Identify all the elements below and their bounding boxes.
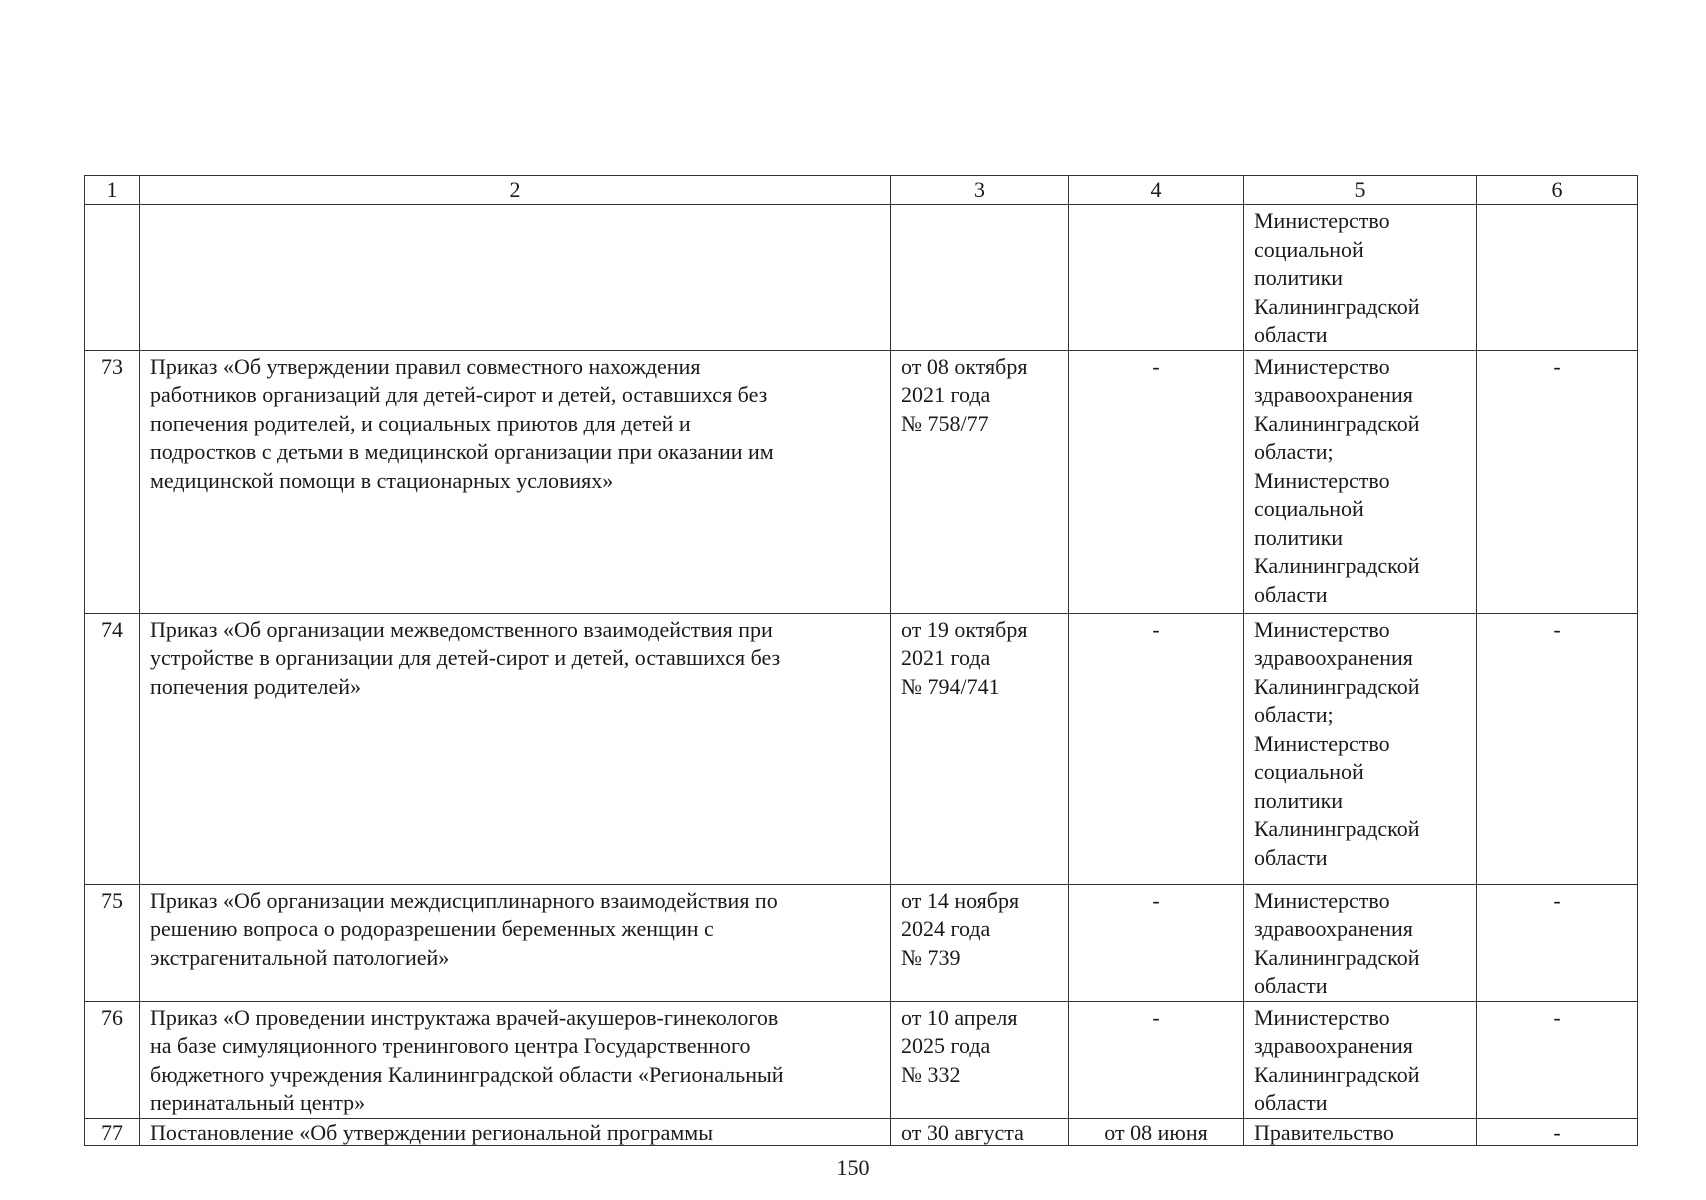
row-number bbox=[85, 205, 140, 351]
act-organization: Министерство здравоохранения Калининградской области; Министерство социальной политики Калининградской области bbox=[1244, 613, 1477, 884]
act-title: Приказ «Об организации межведомственного взаимодействия при устройстве в организации для детей-сирот и детей, оставшихся без попечения родителей» bbox=[140, 613, 891, 884]
act-note: - bbox=[1477, 1001, 1638, 1118]
act-title: Постановление «Об утверждении региональной программы bbox=[140, 1118, 891, 1145]
act-organization: Министерство здравоохранения Калининградской области bbox=[1244, 1001, 1477, 1118]
act-title: Приказ «Об организации междисциплинарного взаимодействия по решению вопроса о родоразрешении беременных женщин с экстрагенитальной патологией» bbox=[140, 884, 891, 1001]
act-date: от 19 октября 2021 года № 794/741 bbox=[891, 613, 1069, 884]
header-cell-4: 4 bbox=[1069, 176, 1244, 205]
table-row bbox=[85, 884, 1638, 1001]
legal-acts-table bbox=[84, 175, 1638, 1146]
act-organization: Правительство bbox=[1244, 1118, 1477, 1145]
act-note: - bbox=[1477, 350, 1638, 613]
act-amendment: - bbox=[1069, 1001, 1244, 1118]
act-date: от 30 августа bbox=[891, 1118, 1069, 1145]
act-amendment bbox=[1069, 205, 1244, 351]
header-cell-2: 2 bbox=[140, 176, 891, 205]
page-number: 150 bbox=[836, 1155, 870, 1180]
act-organization: Министерство здравоохранения Калининградской области bbox=[1244, 884, 1477, 1001]
header-cell-6: 6 bbox=[1477, 176, 1638, 205]
table-row bbox=[85, 613, 1638, 884]
act-organization: Министерство здравоохранения Калининградской области; Министерство социальной политики Калининградской области bbox=[1244, 350, 1477, 613]
table-row bbox=[85, 1118, 1638, 1145]
act-title: Приказ «О проведении инструктажа врачей-акушеров-гинекологов на базе симуляционного тренингового центра Государственного бюджетного учреждения Калининградской области «Региональный перинатальный центр» bbox=[140, 1001, 891, 1118]
act-title: Приказ «Об утверждении правил совместного нахождения работников организаций для детей-сирот и детей, оставшихся без попечения родителей, и социальных приютов для детей и подростков с детьми в медицинской организации при оказании им медицинской помощи в стационарных условиях» bbox=[140, 350, 891, 613]
header-cell-1: 1 bbox=[85, 176, 140, 205]
header-cell-3: 3 bbox=[891, 176, 1069, 205]
act-date: от 14 ноября 2024 года № 739 bbox=[891, 884, 1069, 1001]
row-number: 77 bbox=[85, 1118, 140, 1145]
act-date bbox=[891, 205, 1069, 351]
row-number: 74 bbox=[85, 613, 140, 884]
act-date: от 08 октября 2021 года № 758/77 bbox=[891, 350, 1069, 613]
act-organization: Министерство социальной политики Калининградской области bbox=[1244, 205, 1477, 351]
row-number: 76 bbox=[85, 1001, 140, 1118]
row-number: 73 bbox=[85, 350, 140, 613]
act-amendment: от 08 июня bbox=[1069, 1118, 1244, 1145]
header-cell-5: 5 bbox=[1244, 176, 1477, 205]
table-row bbox=[85, 350, 1638, 613]
act-amendment: - bbox=[1069, 350, 1244, 613]
table-row bbox=[85, 205, 1638, 351]
act-date: от 10 апреля 2025 года № 332 bbox=[891, 1001, 1069, 1118]
act-title bbox=[140, 205, 891, 351]
act-note: - bbox=[1477, 1118, 1638, 1145]
table-header-row bbox=[85, 176, 1638, 205]
act-amendment: - bbox=[1069, 613, 1244, 884]
table-row bbox=[85, 1001, 1638, 1118]
row-number: 75 bbox=[85, 884, 140, 1001]
act-note: - bbox=[1477, 884, 1638, 1001]
act-amendment: - bbox=[1069, 884, 1244, 1001]
act-note: - bbox=[1477, 613, 1638, 884]
act-note bbox=[1477, 205, 1638, 351]
